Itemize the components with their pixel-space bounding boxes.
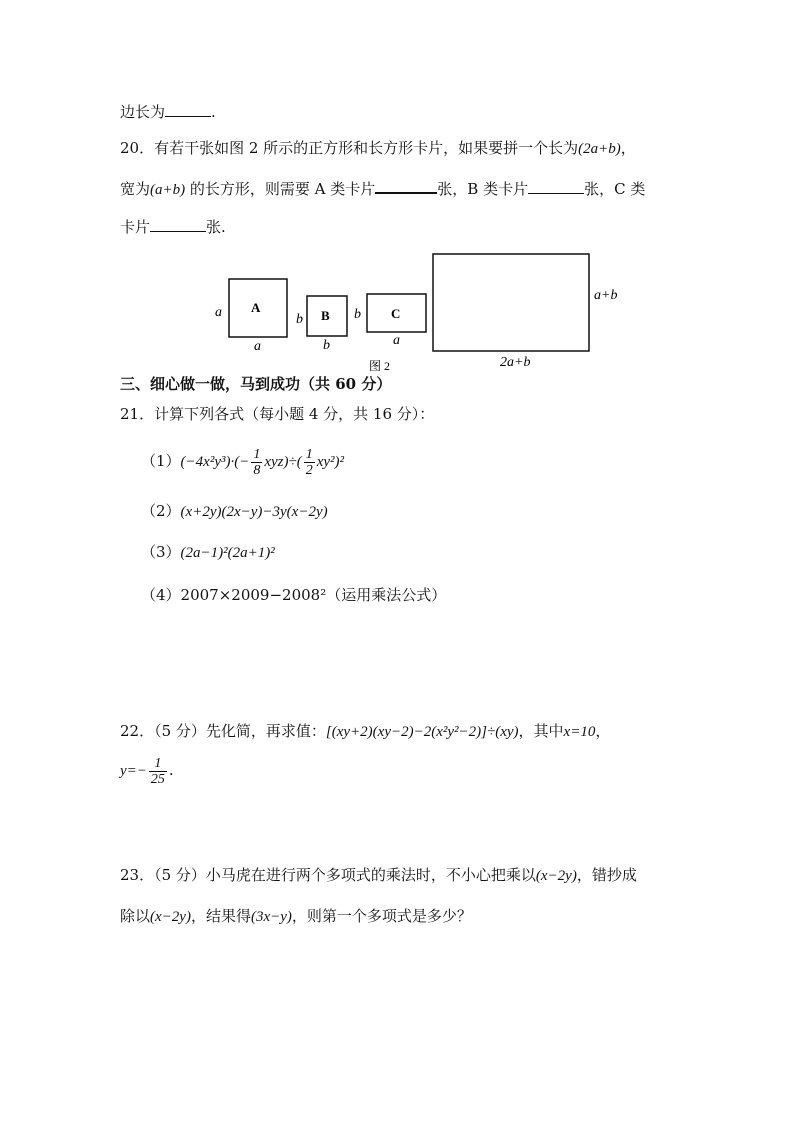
question-22-line1: 22．（5 分）先化简，再求值：[(xy+2)(xy−2)−2(x²y²−2)]÷(xy)，其中x=10， — [120, 722, 611, 740]
previous-question-tail: 边长为 . — [120, 103, 216, 121]
card-c-bottom-label: a — [393, 333, 400, 348]
card-c-label: C — [391, 306, 401, 321]
question-21-part-4: （4）2007×2009−2008²（运用乘法公式） — [141, 586, 447, 604]
question-21-part-2: （2）(x+2y)(2x−y)−3y(x−2y) — [141, 502, 328, 520]
card-a-side-label: a — [215, 305, 222, 320]
figure-caption: 图 2 — [369, 359, 391, 373]
big-rect-height-label: a+b — [594, 288, 618, 303]
question-21-part-1: （1）(−4x²y³)·(− $\frac{1}{8}$ xyz)÷( $\frac{1}{2}$ xy²)² — [141, 446, 345, 478]
fraction-one-half: $\frac{1}{2}$ — [305, 446, 313, 478]
card-b-label: B — [321, 308, 330, 323]
card-b-side-label: b — [296, 312, 303, 327]
fraction-one-eighth: $\frac{1}{8}$ — [253, 446, 261, 478]
question-20-line3: 卡片 张. — [120, 218, 226, 236]
question-20-line1: 20．有若干张如图 2 所示的正方形和长方形卡片，如果要拼一个长为(2a+b)， — [120, 139, 636, 157]
big-rect-width-label: 2a+b — [500, 355, 531, 370]
question-23-line1: 23．（5 分）小马虎在进行两个多项式的乘法时，不小心把乘以(x−2y)，错抄成 — [120, 866, 637, 884]
big-rectangle — [433, 254, 589, 351]
card-b-bottom-label: b — [323, 338, 330, 353]
card-c-side-label: b — [354, 307, 361, 322]
fraction-one-twenty-fifth: $\frac{1}{25}$ — [150, 755, 165, 787]
question-22-line2: y=− $\frac{1}{25}$ . — [120, 755, 174, 787]
section-3-heading: 三、细心做一做，马到成功（共 60 分） — [120, 375, 392, 393]
card-a-label: A — [251, 300, 261, 315]
question-20-line2: 宽为(a+b) 的长方形，则需要 A 类卡片 张，B 类卡片 张，C 类 — [120, 180, 646, 198]
card-a-bottom-label: a — [254, 339, 261, 354]
question-21-part-3: （3）(2a−1)²(2a+1)² — [141, 543, 275, 561]
question-21-title: 21．计算下列各式（每小题 4 分，共 16 分）： — [120, 405, 435, 423]
question-23-line2: 除以(x−2y)，结果得(3x−y)，则第一个多项式是多少？ — [120, 907, 472, 925]
figure-2-cards — [0, 0, 794, 380]
